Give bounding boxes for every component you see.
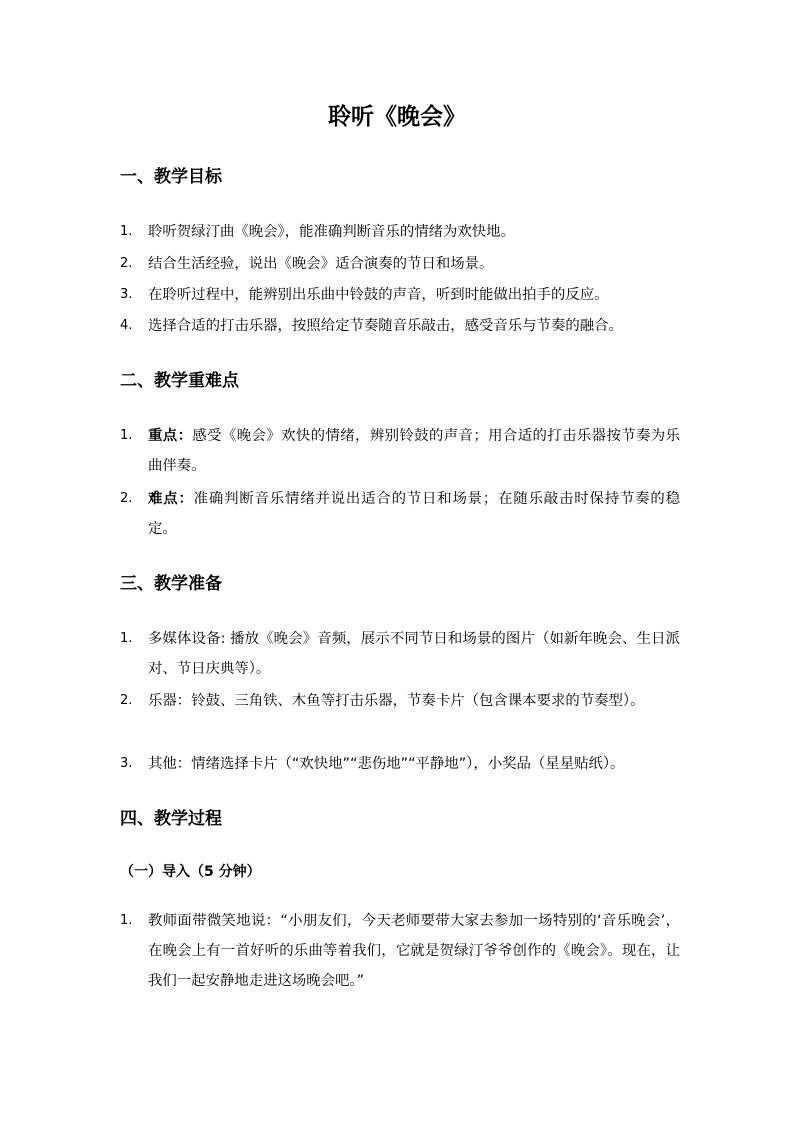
document-title: 聆听《晚会》: [328, 104, 466, 130]
list-item-number: 1.: [120, 224, 133, 239]
subsection-heading-intro: （一）导入（5 分钟）: [120, 864, 261, 880]
list-item-text: [148, 484, 680, 544]
list-item-text: 聆听贺绿汀曲《晚会》，能准确判断音乐的情绪为欢快地。: [148, 224, 515, 240]
list-item: [120, 311, 680, 341]
section-heading-process: 四、教学过程: [120, 809, 222, 829]
list-item: [120, 686, 680, 716]
list-item-text: [148, 421, 680, 481]
list-item-number: 2.: [120, 491, 133, 506]
list-item-number: 3.: [120, 287, 133, 302]
list-item-text: 教师面带微笑地说：“小朋友们，今天老师要带大家去参加一场特别的‘音乐晚会’，在晚会上有一首好听的乐曲等着我们，它就是贺绿汀爷爷创作的《晚会》。现在，让我们一起安静地走进这场晚会吧。”: [148, 913, 680, 989]
list-item-number: 1.: [120, 913, 133, 928]
list-item: [120, 484, 680, 544]
list-item-text: 其他：情绪选择卡片（“欢快地”“悲伤地”“平静地”），小奖品（星星贴纸）。: [148, 756, 625, 772]
list-item: [120, 624, 680, 684]
list-item: [120, 249, 680, 279]
list-item: [120, 217, 680, 247]
list-item-number: 1.: [120, 631, 133, 646]
section-heading-preparation: 三、教学准备: [120, 574, 222, 594]
list-item: [120, 280, 680, 310]
list-item-label: 重点：: [148, 428, 193, 444]
list-item-number: 4.: [120, 318, 133, 333]
list-item: [120, 906, 680, 996]
list-item: [120, 749, 680, 779]
section-heading-objectives: 一、教学目标: [120, 167, 222, 187]
list-item-text: 选择合适的打击乐器，按照给定节奏随音乐敲击，感受音乐与节奏的融合。: [148, 318, 623, 334]
section-heading-key-points: 二、教学重难点: [120, 371, 239, 391]
list-item-body: 准确判断音乐情绪并说出适合的节日和场景；在随乐敲击时保持节奏的稳定。: [148, 491, 680, 537]
list-item-text: 多媒体设备: 播放《晚会》音频，展示不同节日和场景的图片（如新年晚会、生日派对、节日庆典等）。: [148, 631, 680, 677]
list-item-number: 3.: [120, 756, 133, 771]
list-item-text: 结合生活经验，说出《晚会》适合演奏的节日和场景。: [148, 256, 494, 272]
list-item-text: 乐器：铃鼓、三角铁、木鱼等打击乐器，节奏卡片（包含课本要求的节奏型）。: [148, 693, 645, 709]
list-item-number: 1.: [120, 428, 133, 443]
list-item-number: 2.: [120, 256, 133, 271]
list-item: [120, 421, 680, 481]
list-item-body: 感受《晚会》欢快的情绪，辨别铃鼓的声音；用合适的打击乐器按节奏为乐曲伴奏。: [148, 428, 680, 474]
list-item-text: 在聆听过程中，能辨别出乐曲中铃鼓的声音，听到时能做出拍手的反应。: [148, 287, 609, 303]
list-item-label: 难点：: [148, 491, 194, 507]
list-item-number: 2.: [120, 693, 133, 708]
